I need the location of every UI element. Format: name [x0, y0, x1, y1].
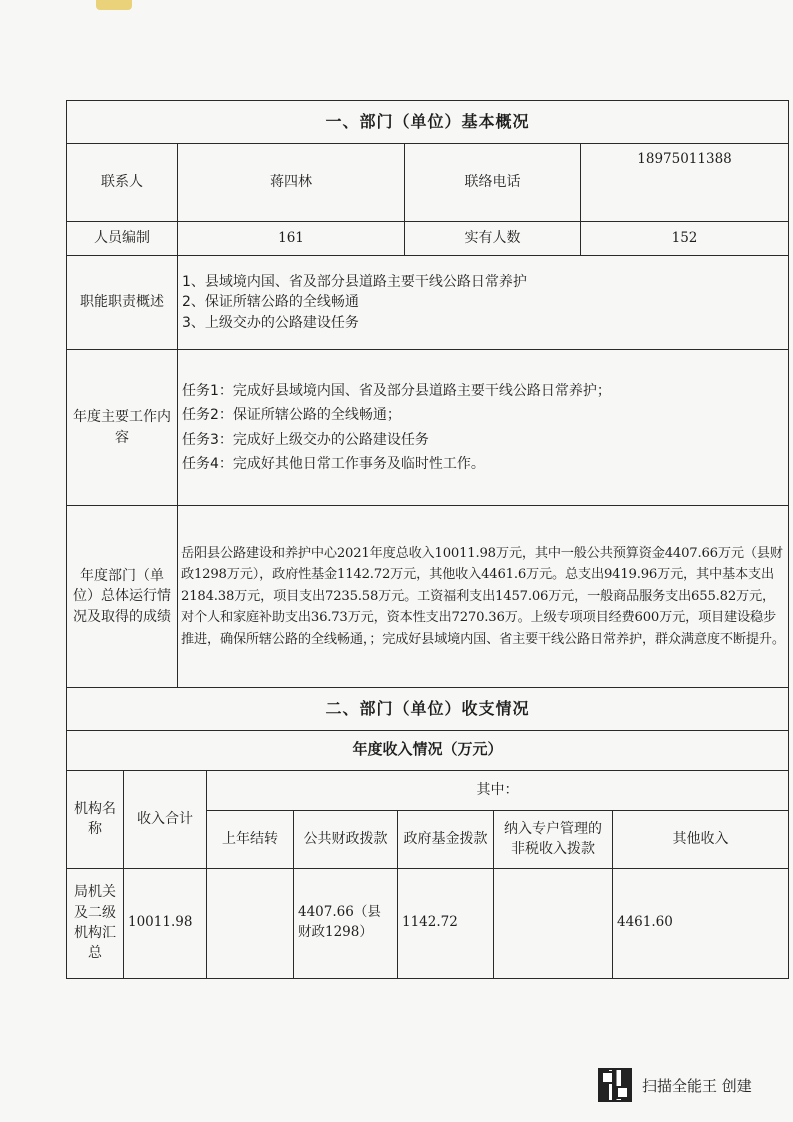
header-org: 机构名称	[67, 770, 124, 868]
duty-item: 3、上级交办的公路建设任务	[182, 314, 359, 331]
table-row	[67, 868, 789, 978]
header-total: 收入合计	[124, 770, 207, 868]
performance-text: 岳阳县公路建设和养护中心2021年度总收入10011.98万元，其中一般公共预算资金4407.66万元（县财政1298万元），政府性基金1142.72万元，其他收入4461.6万元。总支出9419.96万元，其中基本支出2184.38万元，项目支出7235.58万元。工资福利支出1457.06万元，一般商品服务支出655.82万元，对个人和家庭补助支出36.73万元，资本性支出7270.36万。上级专项项目经费600万元，项目建设稳步推进，确保所辖公路的全线畅通，；完成好县域境内国、省主要干线公路日常养护，群众满意度不断提升。	[178, 506, 789, 688]
row-org: 局机关及二级机构汇总	[67, 868, 124, 978]
tasks-label: 年度主要工作内容	[67, 350, 178, 506]
task-item: 任务3：完成好上级交办的公路建设任务	[182, 431, 429, 448]
scanner-watermark	[598, 1068, 752, 1102]
header-of-which: 其中：	[207, 770, 789, 810]
scanner-brand: 扫描全能王 创建	[642, 1076, 752, 1095]
section-basic-title: 一、部门（单位）基本概况	[67, 101, 789, 144]
actual-staff-value: 152	[581, 222, 789, 256]
staff-quota-label: 人员编制	[67, 222, 178, 256]
section-finance-title: 二、部门（单位）收支情况	[67, 687, 789, 730]
header-public-finance: 公共财政拨款	[294, 810, 398, 868]
actual-staff-label: 实有人数	[405, 222, 581, 256]
header-carryover: 上年结转	[207, 810, 294, 868]
basic-info-table	[66, 100, 789, 688]
row-total: 10011.98	[124, 868, 207, 978]
duty-item: 2、保证所辖公路的全线畅通	[182, 294, 359, 311]
row-public-finance: 4407.66（县财政1298）	[294, 868, 398, 978]
header-other: 其他收入	[613, 810, 789, 868]
row-other: 4461.60	[613, 868, 789, 978]
contact-label: 联系人	[67, 144, 178, 222]
staff-quota-value: 161	[178, 222, 405, 256]
income-table-title: 年度收入情况（万元）	[67, 730, 789, 770]
row-carryover	[207, 868, 294, 978]
duties-list	[178, 256, 789, 350]
task-item: 任务4：完成好其他日常工作事务及临时性工作。	[182, 456, 485, 472]
duties-label: 职能职责概述	[67, 256, 178, 350]
phone-label: 联络电话	[405, 144, 581, 222]
scan-clip-mark	[96, 0, 132, 10]
duty-item: 1、县域境内国、省及部分县道路主要干线公路日常养护	[182, 274, 527, 291]
task-item: 任务1：完成好县域境内国、省及部分县道路主要干线公路日常养护；	[182, 382, 611, 399]
contact-value: 蒋四林	[178, 144, 405, 222]
row-gov-fund: 1142.72	[398, 868, 494, 978]
task-item: 任务2：保证所辖公路的全线畅通；	[182, 407, 401, 423]
phone-value: 18975011388	[581, 144, 789, 222]
tasks-list	[178, 350, 789, 506]
qr-code-icon	[598, 1068, 632, 1102]
document-sheet	[66, 100, 788, 979]
header-nontax: 纳入专户管理的非税收入拨款	[494, 810, 613, 868]
performance-label: 年度部门（单位）总体运行情况及取得的成绩	[67, 506, 178, 688]
row-nontax	[494, 868, 613, 978]
income-table	[66, 687, 789, 979]
header-gov-fund: 政府基金拨款	[398, 810, 494, 868]
